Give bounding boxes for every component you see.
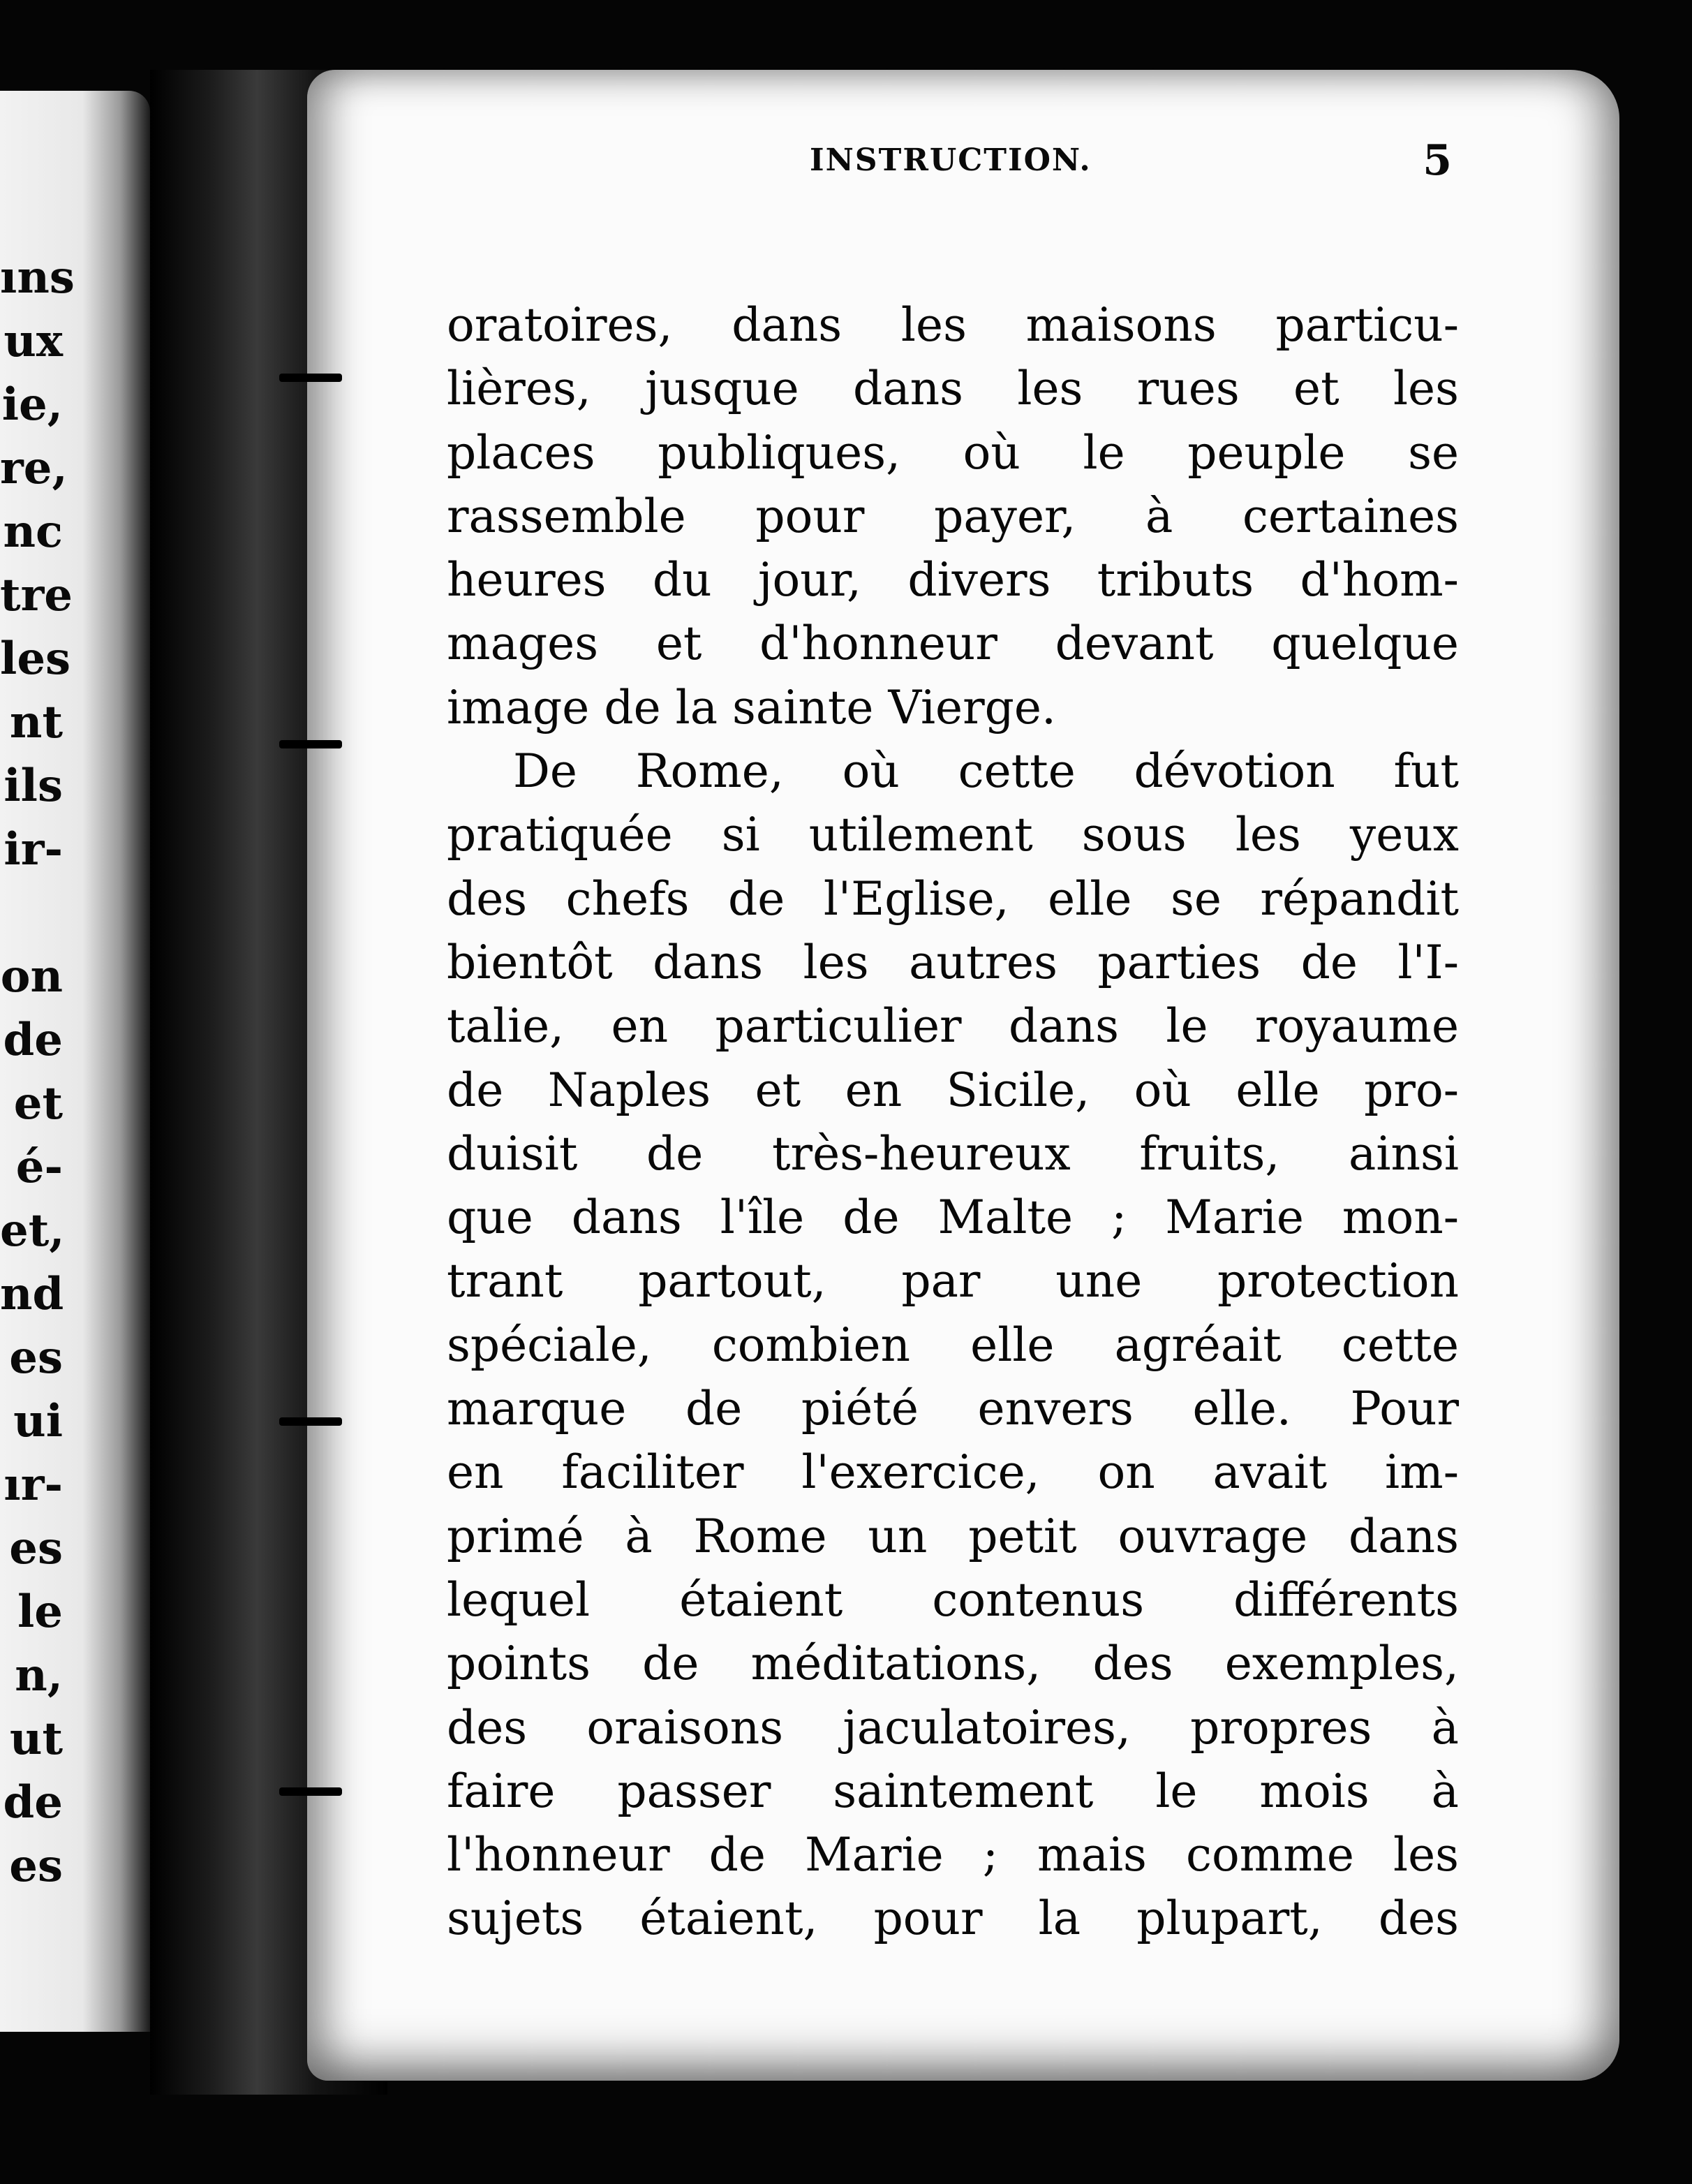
fragment-line: n, [15,1649,63,1702]
fragment-line: nt [9,696,63,748]
fragment-line: es [9,1522,63,1574]
fragment-line: es [9,1840,63,1892]
fragment-line: ui [13,1395,63,1447]
fragment-line: ux [3,315,63,367]
text-line: que dans l'île de Malte ; Marie mon- [447,1190,1459,1245]
previous-page-text-fragments [0,251,75,1903]
fragment-line: nd [0,1268,64,1320]
fragment-line: ir- [3,823,63,876]
text-line: De Rome, où cette dévotion fut [513,744,1459,799]
text-line: faire passer saintement le mois à [447,1764,1459,1818]
fragment-line: ıns [0,251,75,304]
fragment-line: de [3,1014,63,1066]
text-line: mages et d'honneur devant quelque [447,617,1459,671]
fragment-line: ils [3,760,63,812]
text-line: pratiquée si utilement sous les yeux [447,808,1459,862]
binding-stitch [279,1417,342,1426]
text-line: primé à Rome un petit ouvrage dans [447,1509,1459,1563]
fragment-line [0,887,63,950]
text-line: des chefs de l'Eglise, elle se répandit [447,871,1459,926]
text-line: marque de piété envers elle. Pour [447,1382,1459,1436]
text-line: trant partout, par une protection [447,1254,1459,1308]
text-line: lequel étaient contenus différents [447,1572,1459,1627]
text-line: talie, en particulier dans le royaume [447,999,1459,1054]
fragment-line: tre [0,569,73,621]
binding-stitch [279,740,342,748]
text-line: oratoires, dans les maisons particu- [447,298,1459,352]
text-line: sujets étaient, pour la plupart, des [447,1891,1459,1946]
text-line: lières, jusque dans les rues et les [447,362,1459,416]
text-line: rassemble pour payer, à certaines [447,489,1459,543]
text-line: bientôt dans les autres parties de l'I- [447,935,1459,989]
body-text [447,293,1459,1951]
text-line: de Naples et en Sicile, où elle pro- [447,1063,1459,1117]
fragment-line: ie, [1,378,63,431]
running-head [447,133,1452,189]
fragment-line: nc [3,506,63,558]
text-line: heures du jour, divers tributs d'hom- [447,553,1459,607]
fragment-line: et, [0,1204,65,1257]
fragment-line: é- [15,1141,63,1193]
fragment-line: et [13,1077,63,1130]
binding-stitch [279,374,342,382]
text-line: des oraisons jaculatoires, propres à [447,1700,1459,1755]
text-line: duisit de très-heureux fruits, ainsi [447,1126,1459,1181]
fragment-line: de [3,1776,63,1829]
text-line: spéciale, combien elle agréait cette [447,1318,1459,1372]
text-line: places publiques, où le peuple se [447,425,1459,480]
text-line: l'honneur de Marie ; mais comme les [447,1828,1459,1882]
fragment-line: ır- [3,1459,63,1511]
previous-page-edge [0,91,150,2032]
fragment-line: es [9,1331,63,1384]
fragment-line: les [0,633,71,685]
fragment-line: ut [9,1713,63,1765]
page-number: 5 [1423,136,1452,185]
running-title: INSTRUCTION. [810,142,1092,178]
fragment-line: re, [0,442,68,494]
text-line: points de méditations, des exemples, [447,1637,1459,1691]
fragment-line: on [0,950,63,1003]
binding-stitch [279,1787,342,1796]
text-line: en faciliter l'exercice, on avait im- [447,1445,1459,1500]
text-line: image de la sainte Vierge. [447,680,1056,735]
fragment-line: le [17,1586,63,1638]
